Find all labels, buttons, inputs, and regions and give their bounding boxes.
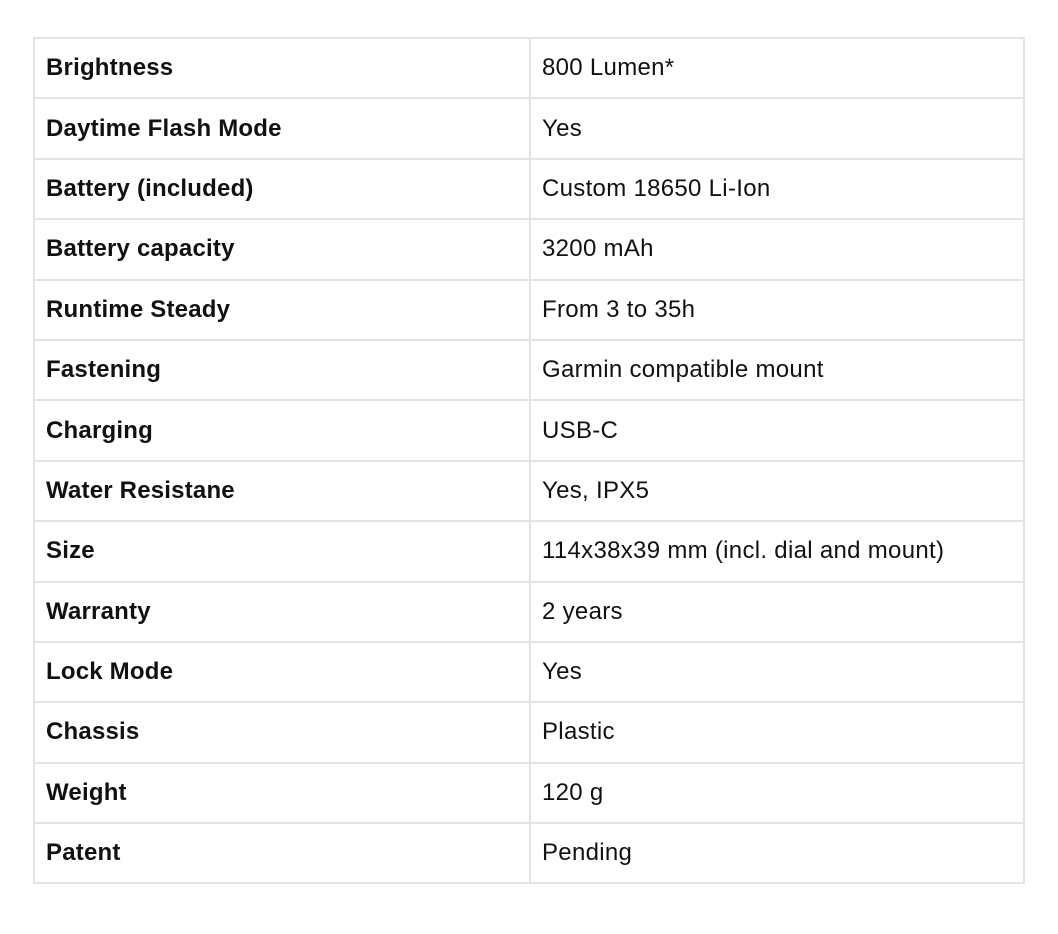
spec-value: 3200 mAh (530, 219, 1024, 279)
table-row (34, 280, 1024, 340)
spec-value: Yes (530, 98, 1024, 158)
spec-label: Warranty (34, 582, 530, 642)
table-row (34, 763, 1024, 823)
spec-value: 2 years (530, 582, 1024, 642)
spec-value: From 3 to 35h (530, 280, 1024, 340)
spec-table-body (34, 38, 1024, 883)
spec-label: Daytime Flash Mode (34, 98, 530, 158)
table-row (34, 582, 1024, 642)
spec-label: Runtime Steady (34, 280, 530, 340)
table-row (34, 400, 1024, 460)
spec-value: Yes, IPX5 (530, 461, 1024, 521)
table-row (34, 98, 1024, 158)
table-row (34, 521, 1024, 581)
spec-value: Plastic (530, 702, 1024, 762)
table-row (34, 642, 1024, 702)
spec-label: Charging (34, 400, 530, 460)
spec-label: Lock Mode (34, 642, 530, 702)
spec-value: 114x38x39 mm (incl. dial and mount) (530, 521, 1024, 581)
spec-value: Yes (530, 642, 1024, 702)
spec-value: 800 Lumen* (530, 38, 1024, 98)
spec-label: Fastening (34, 340, 530, 400)
spec-value: 120 g (530, 763, 1024, 823)
spec-label: Chassis (34, 702, 530, 762)
spec-label: Water Resistane (34, 461, 530, 521)
spec-label: Weight (34, 763, 530, 823)
spec-label: Size (34, 521, 530, 581)
spec-label: Battery capacity (34, 219, 530, 279)
spec-value: Pending (530, 823, 1024, 883)
spec-value: Custom 18650 Li-Ion (530, 159, 1024, 219)
spec-label: Battery (included) (34, 159, 530, 219)
table-row (34, 38, 1024, 98)
table-row (34, 823, 1024, 883)
spec-label: Brightness (34, 38, 530, 98)
spec-value: Garmin compatible mount (530, 340, 1024, 400)
table-row (34, 702, 1024, 762)
table-row (34, 461, 1024, 521)
spec-table (33, 37, 1025, 884)
table-row (34, 159, 1024, 219)
spec-label: Patent (34, 823, 530, 883)
table-row (34, 219, 1024, 279)
spec-value: USB-C (530, 400, 1024, 460)
table-row (34, 340, 1024, 400)
